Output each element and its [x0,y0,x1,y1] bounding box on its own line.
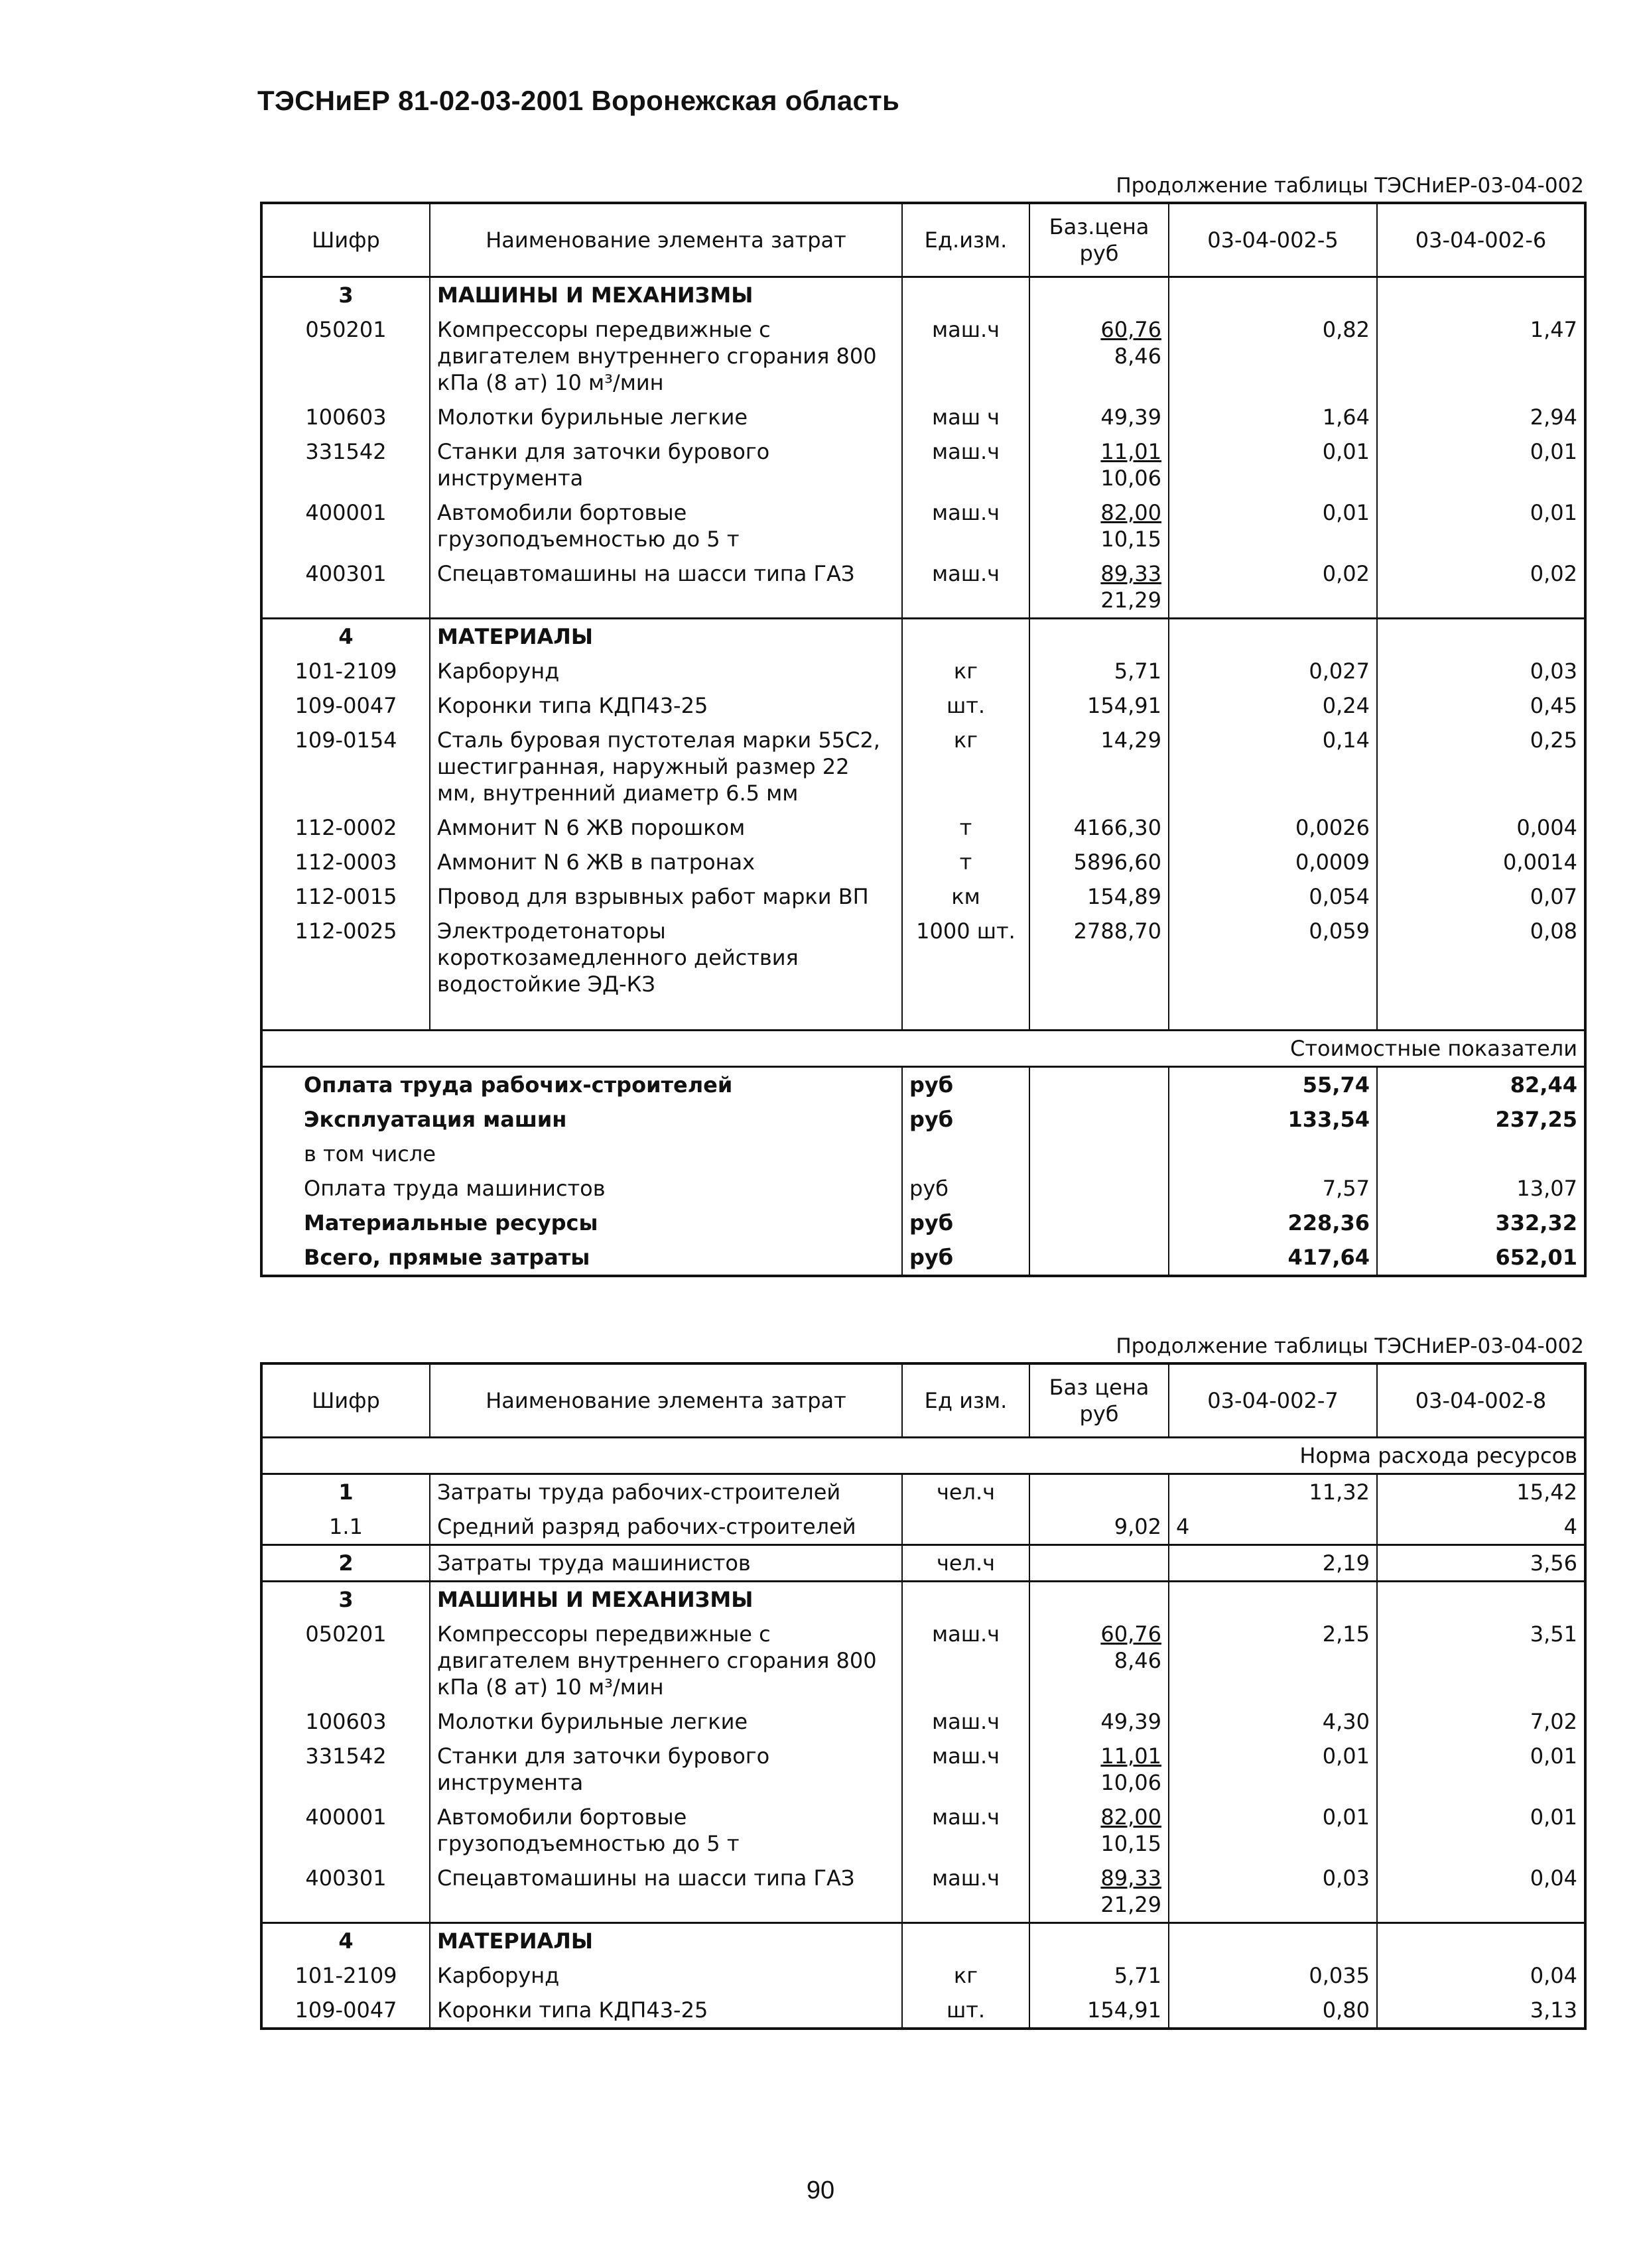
document-title: ТЭСНиЕР 81-02-03-2001 Воронежская область [257,85,900,116]
summary-value: 237,25 [1377,1102,1585,1137]
resource-unit [902,1509,1029,1545]
resource-code: 331542 [261,434,430,495]
resource-unit: маш.ч [902,1861,1029,1923]
resource-code: 109-0154 [261,723,430,810]
resource-unit: км [902,879,1029,914]
cell-empty [1029,1001,1169,1031]
section-code: 4 [261,1923,430,1959]
norm-value: 4 [1377,1509,1585,1545]
price-total: 89,33 [1100,1865,1161,1891]
resource-price [1029,1474,1169,1510]
resource-name: Молотки бурильные легкие [430,400,902,434]
section-code: 3 [261,1582,430,1617]
cell-empty [1029,1102,1169,1137]
summary-label: в том числе [261,1137,902,1171]
resource-unit: 1000 шт. [902,914,1029,1001]
table-row [261,312,1585,400]
summary-unit [902,1137,1029,1171]
norm-value: 0,0014 [1377,845,1585,879]
price-total: 60,76 [1100,317,1161,342]
norm-value: 0,01 [1377,1800,1585,1861]
resource-price: 14,29 [1029,723,1169,810]
norm-value: 0,08 [1377,914,1585,1001]
cell-empty [1169,277,1377,313]
summary-value: 82,44 [1377,1067,1585,1103]
resource-code: 112-0015 [261,879,430,914]
table-row [261,723,1585,810]
cell-empty [1029,619,1169,655]
norm-value: 2,19 [1169,1545,1377,1582]
resource-name: Спецавтомашины на шасси типа ГАЗ [430,556,902,619]
resource-name: Затраты труда рабочих-строителей [430,1474,902,1510]
header-col7: 03-04-002-7 [1169,1363,1377,1438]
price-total: 49,39 [1100,1709,1161,1734]
cell-empty [1377,1582,1585,1617]
summary-row [261,1171,1585,1206]
cell-empty [1169,619,1377,655]
norm-value: 0,054 [1169,879,1377,914]
resource-name: Коронки типа КДП43-25 [430,688,902,723]
resource-price: 5,71 [1029,1958,1169,1993]
summary-value: 417,64 [1169,1240,1377,1276]
resource-code: 400301 [261,556,430,619]
header-unit: Ед изм. [902,1363,1029,1438]
price-total: 89,33 [1100,561,1161,586]
resource-code: 1.1 [261,1509,430,1545]
price-total: 82,00 [1100,1804,1161,1830]
table-header-row-2 [261,1363,1585,1438]
summary-label: Эксплуатация машин [261,1102,902,1137]
price-wages: 10,06 [1100,466,1161,491]
price-wages: 8,46 [1114,1648,1161,1673]
resource-unit: т [902,810,1029,845]
resource-code: 101-2109 [261,1958,430,1993]
cell-empty [1169,1001,1377,1031]
spacer-row [261,1001,1585,1031]
summary-value [1377,1137,1585,1171]
header-name: Наименование элемента затрат [430,1363,902,1438]
table-row [261,654,1585,688]
table-row [261,688,1585,723]
resource-name: Аммонит N 6 ЖВ порошком [430,810,902,845]
cell-empty [430,1001,902,1031]
resource-code: 109-0047 [261,1993,430,2029]
norm-caption: Норма расхода ресурсов [261,1438,1585,1474]
resource-name: Провод для взрывных работ марки ВП [430,879,902,914]
norm-value: 0,01 [1377,495,1585,556]
summary-label: Оплата труда рабочих-строителей [261,1067,902,1103]
summary-label: Оплата труда машинистов [261,1171,902,1206]
table-row [261,810,1585,845]
resource-price [1029,1704,1169,1739]
cell-empty [1029,1171,1169,1206]
cell-empty [261,1001,430,1031]
resource-name: Карборунд [430,1958,902,1993]
resource-price: 4166,30 [1029,810,1169,845]
norm-value: 0,01 [1169,1800,1377,1861]
summary-unit: руб [902,1240,1029,1276]
norm-value: 0,07 [1377,879,1585,914]
resource-code: 100603 [261,1704,430,1739]
norm-value: 0,004 [1377,810,1585,845]
cell-empty [1377,277,1585,313]
resource-name: Коронки типа КДП43-25 [430,1993,902,2029]
norm-value: 0,02 [1377,556,1585,619]
cost-caption-row [261,1031,1585,1067]
header-col8: 03-04-002-8 [1377,1363,1585,1438]
resource-unit: кг [902,654,1029,688]
resource-code: 112-0025 [261,914,430,1001]
table-row [261,1800,1585,1861]
summary-value: 13,07 [1377,1171,1585,1206]
table-row [261,434,1585,495]
resource-unit: маш.ч [902,556,1029,619]
summary-row [261,1137,1585,1171]
resource-code: 112-0002 [261,810,430,845]
cell-empty [1029,1206,1169,1240]
resource-price [1029,400,1169,434]
resource-unit: маш.ч [902,312,1029,400]
resource-code: 331542 [261,1739,430,1800]
resource-code: 109-0047 [261,688,430,723]
norm-value: 0,04 [1377,1861,1585,1923]
summary-value: 332,32 [1377,1206,1585,1240]
resource-price [1029,434,1169,495]
table-row [261,879,1585,914]
norm-value: 0,80 [1169,1993,1377,2029]
section-row-machines [261,277,1585,313]
summary-row [261,1240,1585,1276]
header-price-line1: Баз.цена [1049,214,1149,239]
resource-unit: чел.ч [902,1474,1029,1510]
resource-code: 400301 [261,1861,430,1923]
resource-name: Затраты труда машинистов [430,1545,902,1582]
resource-name: Автомобили бортовые грузоподъемностью до 5 т [430,495,902,556]
resource-price [1029,1617,1169,1704]
resource-name: Молотки бурильные легкие [430,1704,902,1739]
price-total: 49,39 [1100,405,1161,430]
summary-value: 133,54 [1169,1102,1377,1137]
norm-value: 3,56 [1377,1545,1585,1582]
resource-code: 1 [261,1474,430,1510]
resource-unit: шт. [902,688,1029,723]
cell-empty [1169,1923,1377,1959]
summary-row [261,1206,1585,1240]
summary-value: 652,01 [1377,1240,1585,1276]
price-total: 82,00 [1100,500,1161,525]
norm-value: 0,24 [1169,688,1377,723]
resource-table-1 [260,202,1587,1277]
table-row [261,1545,1585,1582]
section-row-materials [261,1923,1585,1959]
cell-empty [902,1001,1029,1031]
cell-empty [1029,1240,1169,1276]
summary-unit: руб [902,1067,1029,1103]
resource-price [1029,1739,1169,1800]
header-name: Наименование элемента затрат [430,203,902,277]
table-row [261,1739,1585,1800]
cell-empty [1377,619,1585,655]
resource-code: 112-0003 [261,845,430,879]
resource-unit: маш.ч [902,434,1029,495]
norm-value: 4 [1169,1509,1377,1545]
resource-unit: маш.ч [902,1739,1029,1800]
resource-unit: кг [902,723,1029,810]
resource-code: 400001 [261,495,430,556]
header-code: Шифр [261,1363,430,1438]
resource-unit: шт. [902,1993,1029,2029]
resource-price: 154,89 [1029,879,1169,914]
resource-name: Компрессоры передвижные с двигателем внутреннего сгорания 800 кПа (8 ат) 10 м³/мин [430,1617,902,1704]
norm-value: 0,04 [1377,1958,1585,1993]
norm-value: 11,32 [1169,1474,1377,1510]
header-col5: 03-04-002-5 [1169,203,1377,277]
summary-label: Всего, прямые затраты [261,1240,902,1276]
table-row [261,1617,1585,1704]
table-row [261,1704,1585,1739]
cell-empty [902,1923,1029,1959]
resource-name: Электродетонаторы короткозамедленного действия водостойкие ЭД-КЗ [430,914,902,1001]
resource-unit: т [902,845,1029,879]
summary-row [261,1067,1585,1103]
summary-unit: руб [902,1171,1029,1206]
header-code: Шифр [261,203,430,277]
table-continuation-caption: Продолжение таблицы ТЭСНиЕР-03-04-002 [1116,174,1584,198]
norm-value: 1,47 [1377,312,1585,400]
norm-value: 0,03 [1377,654,1585,688]
norm-value: 1,64 [1169,400,1377,434]
header-unit: Ед.изм. [902,203,1029,277]
table-row [261,1861,1585,1923]
cell-empty [1029,1137,1169,1171]
resource-name: Карборунд [430,654,902,688]
page-number: 90 [806,2176,835,2204]
header-price [1029,1363,1169,1438]
summary-value: 55,74 [1169,1067,1377,1103]
section-title: МАШИНЫ И МЕХАНИЗМЫ [430,1582,902,1617]
resource-price: 2788,70 [1029,914,1169,1001]
section-row-machines [261,1582,1585,1617]
price-wages: 8,46 [1114,344,1161,369]
table-row [261,914,1585,1001]
cell-empty [902,277,1029,313]
norm-value: 0,0026 [1169,810,1377,845]
resource-name: Спецавтомашины на шасси типа ГАЗ [430,1861,902,1923]
norm-value: 2,15 [1169,1617,1377,1704]
resource-price [1029,1800,1169,1861]
summary-unit: руб [902,1206,1029,1240]
norm-value: 0,82 [1169,312,1377,400]
table-row [261,845,1585,879]
resource-code: 400001 [261,1800,430,1861]
section-title: МАШИНЫ И МЕХАНИЗМЫ [430,277,902,313]
norm-value: 2,94 [1377,400,1585,434]
cost-caption: Стоимостные показатели [261,1031,1585,1067]
resource-price: 9,02 [1029,1509,1169,1545]
resource-unit: чел.ч [902,1545,1029,1582]
norm-value: 3,13 [1377,1993,1585,2029]
norm-value: 0,059 [1169,914,1377,1001]
resource-unit: маш.ч [902,1704,1029,1739]
resource-price [1029,312,1169,400]
norm-value: 0,02 [1169,556,1377,619]
norm-value: 0,035 [1169,1958,1377,1993]
norm-value: 0,0009 [1169,845,1377,879]
price-wages: 21,29 [1100,588,1161,613]
table-row [261,1958,1585,1993]
header-price-line1: Баз цена [1049,1375,1149,1400]
resource-code: 050201 [261,312,430,400]
resource-name: Станки для заточки бурового инструмента [430,434,902,495]
norm-value: 0,01 [1169,1739,1377,1800]
header-price-line2: руб [1079,1401,1119,1426]
norm-value: 0,45 [1377,688,1585,723]
table-row [261,556,1585,619]
price-wages: 10,15 [1100,1831,1161,1856]
cell-empty [1169,1582,1377,1617]
resource-code: 100603 [261,400,430,434]
section-row-materials [261,619,1585,655]
norm-value: 3,51 [1377,1617,1585,1704]
norm-value: 0,01 [1377,434,1585,495]
price-wages: 10,15 [1100,527,1161,552]
resource-unit: маш.ч [902,1617,1029,1704]
resource-price [1029,495,1169,556]
section-code: 4 [261,619,430,655]
header-price-line2: руб [1079,241,1119,266]
resource-code: 101-2109 [261,654,430,688]
table-continuation-caption-2: Продолжение таблицы ТЭСНиЕР-03-04-002 [1116,1334,1584,1358]
resource-name: Аммонит N 6 ЖВ в патронах [430,845,902,879]
norm-value: 4,30 [1169,1704,1377,1739]
cell-empty [1029,1923,1169,1959]
resource-name: Сталь буровая пустотелая марки 55С2, шестигранная, наружный размер 22 мм, внутренний диаметр 6.5 мм [430,723,902,810]
norm-value: 15,42 [1377,1474,1585,1510]
resource-price: 5896,60 [1029,845,1169,879]
summary-row [261,1102,1585,1137]
table-row [261,495,1585,556]
resource-code: 2 [261,1545,430,1582]
table-row [261,1474,1585,1510]
cell-empty [1029,277,1169,313]
resource-price [1029,1545,1169,1582]
norm-value: 0,01 [1169,434,1377,495]
section-title: МАТЕРИАЛЫ [430,1923,902,1959]
norm-value: 0,03 [1169,1861,1377,1923]
table-row [261,1993,1585,2029]
resource-code: 050201 [261,1617,430,1704]
resource-price: 5,71 [1029,654,1169,688]
table-row [261,1509,1585,1545]
resource-price [1029,1861,1169,1923]
resource-name: Станки для заточки бурового инструмента [430,1739,902,1800]
summary-value: 7,57 [1169,1171,1377,1206]
cell-empty [1029,1582,1169,1617]
table-header-row [261,203,1585,277]
norm-value: 0,25 [1377,723,1585,810]
resource-unit: кг [902,1958,1029,1993]
price-total: 60,76 [1100,1621,1161,1647]
resource-price [1029,556,1169,619]
cell-empty [1377,1001,1585,1031]
resource-unit: маш.ч [902,1800,1029,1861]
table-row [261,400,1585,434]
norm-value: 0,01 [1377,1739,1585,1800]
price-wages: 10,06 [1100,1770,1161,1795]
header-col6: 03-04-002-6 [1377,203,1585,277]
resource-price: 154,91 [1029,688,1169,723]
section-title: МАТЕРИАЛЫ [430,619,902,655]
norm-caption-row [261,1438,1585,1474]
norm-value: 7,02 [1377,1704,1585,1739]
cell-empty [1029,1067,1169,1103]
section-code: 3 [261,277,430,313]
header-price [1029,203,1169,277]
resource-unit: маш ч [902,400,1029,434]
resource-name: Компрессоры передвижные с двигателем внутреннего сгорания 800 кПа (8 ат) 10 м³/мин [430,312,902,400]
price-wages: 21,29 [1100,1892,1161,1917]
resource-table-2 [260,1362,1587,2030]
norm-value: 0,027 [1169,654,1377,688]
resource-price: 154,91 [1029,1993,1169,2029]
summary-unit: руб [902,1102,1029,1137]
cell-empty [1377,1923,1585,1959]
price-total: 11,01 [1100,1743,1161,1769]
norm-value: 0,14 [1169,723,1377,810]
summary-label: Материальные ресурсы [261,1206,902,1240]
cell-empty [902,1582,1029,1617]
norm-value: 0,01 [1169,495,1377,556]
resource-name: Автомобили бортовые грузоподъемностью до 5 т [430,1800,902,1861]
summary-value: 228,36 [1169,1206,1377,1240]
cell-empty [902,619,1029,655]
resource-name: Средний разряд рабочих-строителей [430,1509,902,1545]
summary-value [1169,1137,1377,1171]
resource-unit: маш.ч [902,495,1029,556]
price-total: 11,01 [1100,439,1161,464]
